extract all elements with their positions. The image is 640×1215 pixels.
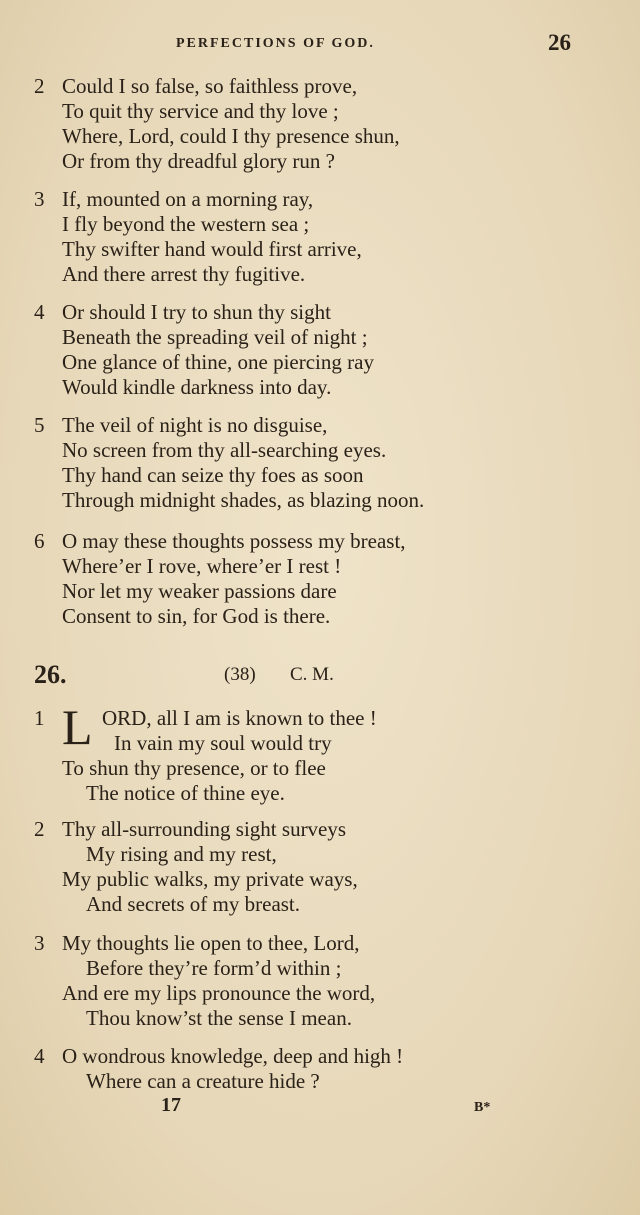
stanza-number: 2 [34, 817, 45, 841]
hymn-reference: (38) [224, 664, 256, 685]
verse-line: If, mounted on a morning ray, [62, 187, 314, 211]
verse-line: Or from thy dreadful glory run ? [62, 149, 335, 173]
verse-line: My rising and my rest, [86, 842, 277, 866]
verse-line: And there arrest thy fugitive. [62, 262, 306, 286]
stanza-number: 4 [34, 300, 45, 324]
page-footer [0, 1094, 640, 1124]
signature-mark: B* [474, 1100, 491, 1115]
stanza-3 [34, 187, 624, 287]
stanza-number: 4 [34, 1044, 45, 1068]
verse-line: Where’er I rove, where’er I rest ! [62, 554, 342, 578]
verse-line: Nor let my weaker passions dare [62, 579, 337, 603]
stanza-2 [34, 74, 624, 174]
running-title: PERFECTIONS OF GOD. [176, 36, 375, 51]
verse-line: To shun thy presence, or to flee [62, 756, 326, 780]
hymn-number: 26. [34, 660, 67, 689]
stanza-number: 3 [34, 931, 45, 955]
verse-line: No screen from thy all-searching eyes. [62, 438, 387, 462]
stanza-number: 6 [34, 529, 45, 553]
running-header [0, 30, 640, 58]
hymn-heading [34, 660, 624, 690]
hymn-stanza-3 [34, 931, 624, 1031]
verse-line: And ere my lips pronounce the word, [62, 981, 376, 1005]
hymn-stanza-4 [34, 1044, 624, 1094]
stanza-5 [34, 413, 624, 513]
verse-line: Thy swifter hand would first arrive, [62, 237, 362, 261]
verse-line: Consent to sin, for God is there. [62, 604, 331, 628]
verse-line: Where, Lord, could I thy presence shun, [62, 124, 400, 148]
verse-line: Before they’re form’d within ; [86, 956, 342, 980]
stanza-number: 1 [34, 706, 45, 730]
verse-line: O may these thoughts possess my breast, [62, 529, 406, 553]
verse-line: One glance of thine, one piercing ray [62, 350, 374, 374]
verse-line: Would kindle darkness into day. [62, 375, 332, 399]
signature-number: 17 [161, 1094, 181, 1116]
verse-line: In vain my soul would try [114, 731, 332, 755]
verse-line: Beneath the spreading veil of night ; [62, 325, 368, 349]
stanza-6 [34, 529, 624, 629]
hymn-stanza-1 [34, 699, 624, 806]
stanza-number: 3 [34, 187, 45, 211]
verse-line: O wondrous knowledge, deep and high ! [62, 1044, 404, 1068]
hymn-meter: C. M. [290, 664, 334, 685]
verse-line: Thou know’st the sense I mean. [86, 1006, 352, 1030]
verse-line: And secrets of my breast. [86, 892, 301, 916]
verse-line: Thy all-surrounding sight surveys [62, 817, 347, 841]
verse-line: Thy hand can seize thy foes as soon [62, 463, 364, 487]
verse-line: Could I so false, so faithless prove, [62, 74, 358, 98]
verse-line: The veil of night is no disguise, [62, 413, 328, 437]
verse-line: ORD, all I am is known to thee ! [102, 706, 377, 730]
verse-line: My thoughts lie open to thee, Lord, [62, 931, 360, 955]
stanza-number: 2 [34, 74, 45, 98]
stanza-4 [34, 300, 624, 400]
verse-line: To quit thy service and thy love ; [62, 99, 339, 123]
hymn-stanza-2 [34, 817, 624, 917]
verse-line: I fly beyond the western sea ; [62, 212, 310, 236]
drop-cap: L [62, 699, 93, 755]
stanza-number: 5 [34, 413, 45, 437]
verse-line: Or should I try to shun thy sight [62, 300, 331, 324]
verse-line: Through midnight shades, as blazing noon. [62, 488, 425, 512]
verse-line: My public walks, my private ways, [62, 867, 358, 891]
page-number: 26 [548, 30, 571, 55]
verse-line: The notice of thine eye. [86, 781, 285, 805]
verse-line: Where can a creature hide ? [86, 1069, 320, 1093]
